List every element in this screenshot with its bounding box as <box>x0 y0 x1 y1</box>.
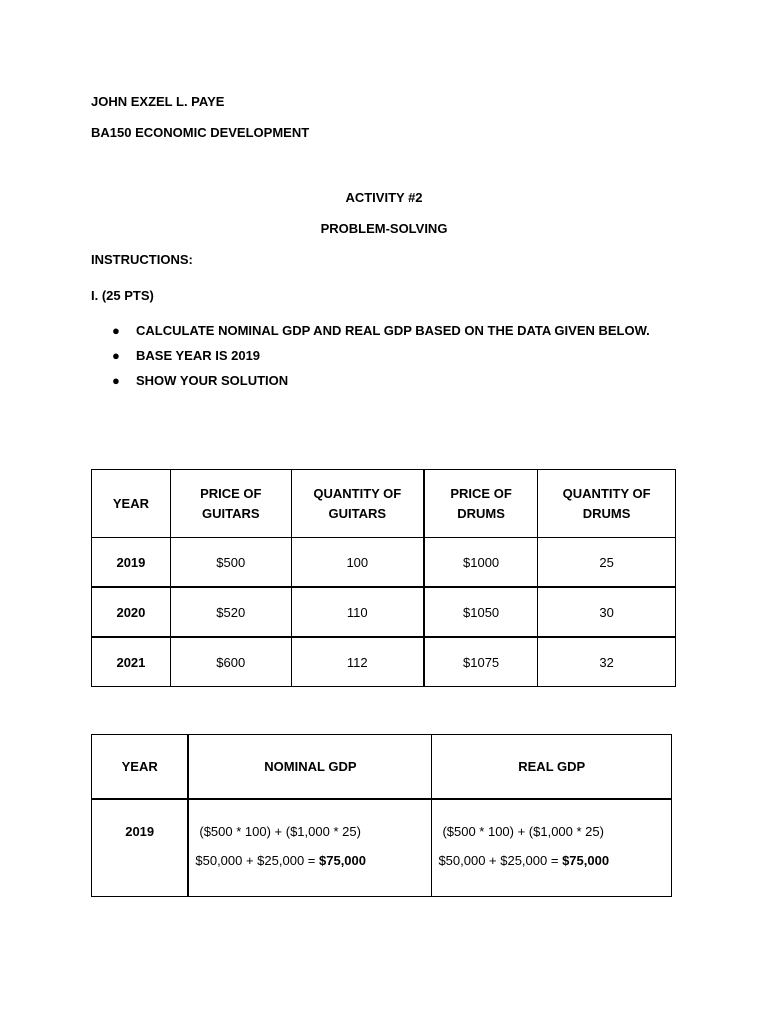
table-row: 2019 $500 100 $1000 25 <box>92 538 676 588</box>
instruction-list <box>91 318 651 393</box>
nominal-gdp-cell: ($500 * 100) + ($1,000 * 25) $50,000 + $25,000 = $75,000 <box>188 799 432 897</box>
real-gdp-cell: ($500 * 100) + ($1,000 * 25) $50,000 + $25,000 = $75,000 <box>432 799 672 897</box>
header-cell: YEAR <box>92 470 171 538</box>
table-row: 2021 $600 112 $1075 32 <box>92 637 676 687</box>
bullet-icon: ● <box>112 348 120 363</box>
header-cell: REAL GDP <box>432 735 672 800</box>
header-cell: PRICE OF GUITARS <box>170 470 291 538</box>
header-cell: QUANTITY OF DRUMS <box>538 470 676 538</box>
table-row: 2020 $520 110 $1050 30 <box>92 587 676 637</box>
header-cell: YEAR <box>92 735 189 800</box>
bullet-icon: ● <box>112 323 120 338</box>
instructions-label: INSTRUCTIONS: <box>91 252 193 267</box>
list-item: ● CALCULATE NOMINAL GDP AND REAL GDP BASED ON THE DATA GIVEN BELOW. <box>91 318 651 343</box>
list-item: ● BASE YEAR IS 2019 <box>91 343 651 368</box>
header-cell: QUANTITY OF GUITARS <box>291 470 424 538</box>
table-header-row <box>92 735 672 800</box>
price-quantity-table <box>91 469 676 687</box>
table-header-row <box>92 470 676 538</box>
list-item: ● SHOW YOUR SOLUTION <box>91 368 651 393</box>
bullet-icon: ● <box>112 373 120 388</box>
header-cell: NOMINAL GDP <box>188 735 432 800</box>
header-cell: PRICE OF DRUMS <box>424 470 538 538</box>
table-row <box>92 799 672 897</box>
gdp-table <box>91 734 672 897</box>
student-name: JOHN EXZEL L. PAYE <box>91 94 225 109</box>
year-cell: 2019 <box>125 824 155 839</box>
activity-title: ACTIVITY #2 <box>345 190 423 205</box>
activity-subtitle: PROBLEM-SOLVING <box>320 221 448 236</box>
course-title: BA150 ECONOMIC DEVELOPMENT <box>91 125 310 140</box>
part-label: I. (25 PTS) <box>91 288 154 303</box>
